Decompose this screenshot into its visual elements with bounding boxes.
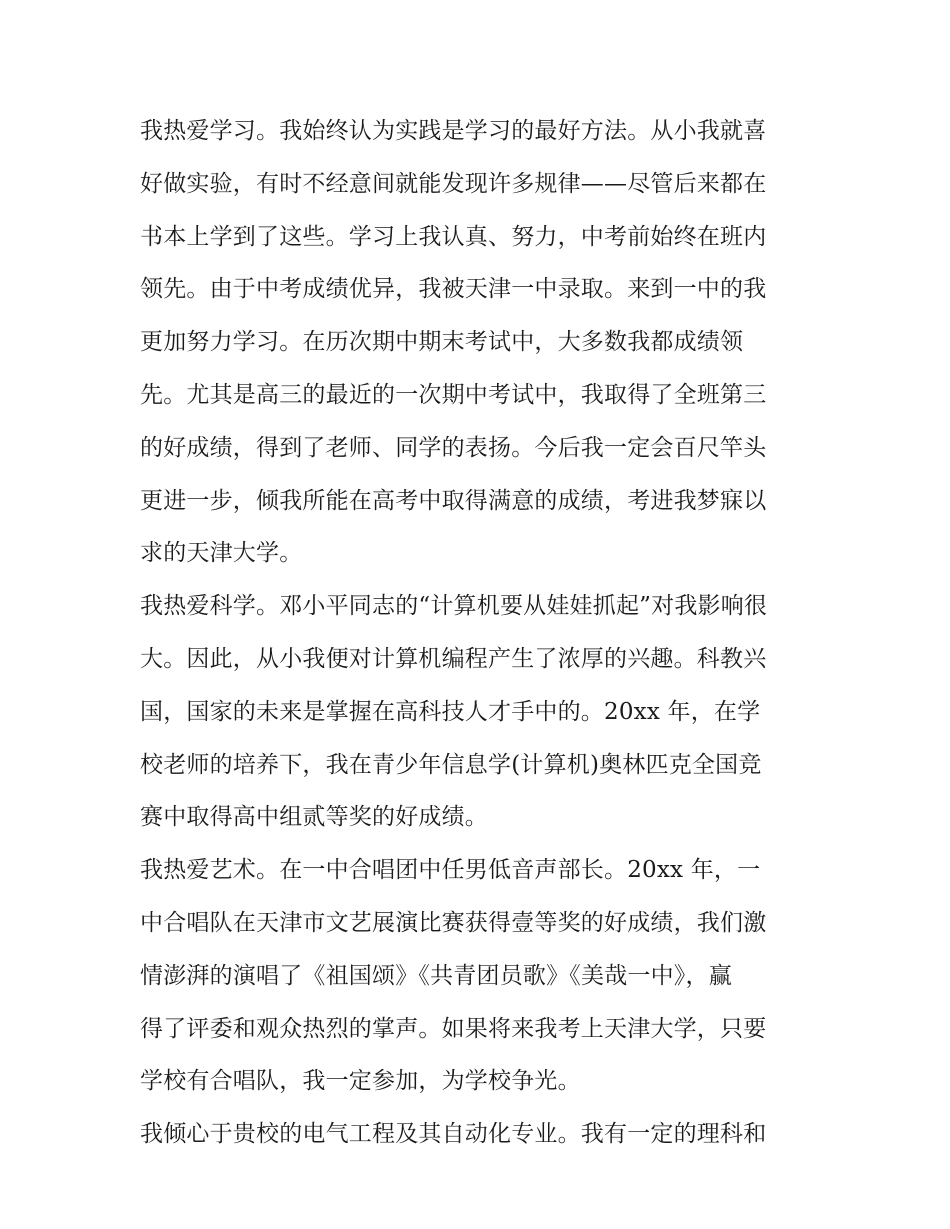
text-line: 情澎湃的演唱了《祖国颂》《共青团员歌》《美哉一中》，赢 [140, 962, 732, 989]
text-line: 国，国家的未来是掌握在高科技人才手中的。20xx 年，在学 [140, 698, 761, 725]
text-line: 更进一步，倾我所能在高考中取得满意的成绩，考进我梦寐以 [140, 487, 767, 514]
text-line: 学校有合唱队，我一定参加，为学校争光。 [140, 1068, 581, 1095]
text-line: 我热爱科学。邓小平同志的“计算机要从娃娃抓起”对我影响很 [140, 593, 768, 620]
text-line: 大。因此，从小我便对计算机编程产生了浓厚的兴趣。科教兴 [140, 645, 767, 672]
text-line: 我倾心于贵校的电气工程及其自动化专业。我有一定的理科和 [140, 1121, 767, 1148]
text-line: 得了评委和观众热烈的掌声。如果将来我考上天津大学，只要 [140, 1015, 767, 1042]
text-line: 求的天津大学。 [140, 540, 303, 567]
text-line: 我热爱艺术。在一中合唱团中任男低音声部长。20xx 年，一 [140, 857, 761, 884]
text-line: 领先。由于中考成绩优异，我被天津一中录取。来到一中的我 [140, 276, 767, 303]
text-line: 好做实验，有时不经意间就能发现许多规律——尽管后来都在 [140, 170, 767, 197]
body-text [140, 105, 820, 1161]
text-line: 中合唱队在天津市文艺展演比赛获得壹等奖的好成绩，我们激 [140, 909, 767, 936]
text-line: 书本上学到了这些。学习上我认真、努力，中考前始终在班内 [140, 223, 767, 250]
text-line: 先。尤其是高三的最近的一次期中考试中，我取得了全班第三 [140, 381, 767, 408]
text-line: 更加努力学习。在历次期中期末考试中，大多数我都成绩领 [140, 329, 744, 356]
text-line: 赛中取得高中组贰等奖的好成绩。 [140, 804, 488, 831]
text-line: 的好成绩，得到了老师、同学的表扬。今后我一定会百尺竿头 [140, 434, 767, 461]
text-line: 我热爱学习。我始终认为实践是学习的最好方法。从小我就喜 [140, 118, 767, 144]
text-line: 校老师的培养下，我在青少年信息学(计算机)奥林匹克全国竞 [140, 751, 762, 778]
